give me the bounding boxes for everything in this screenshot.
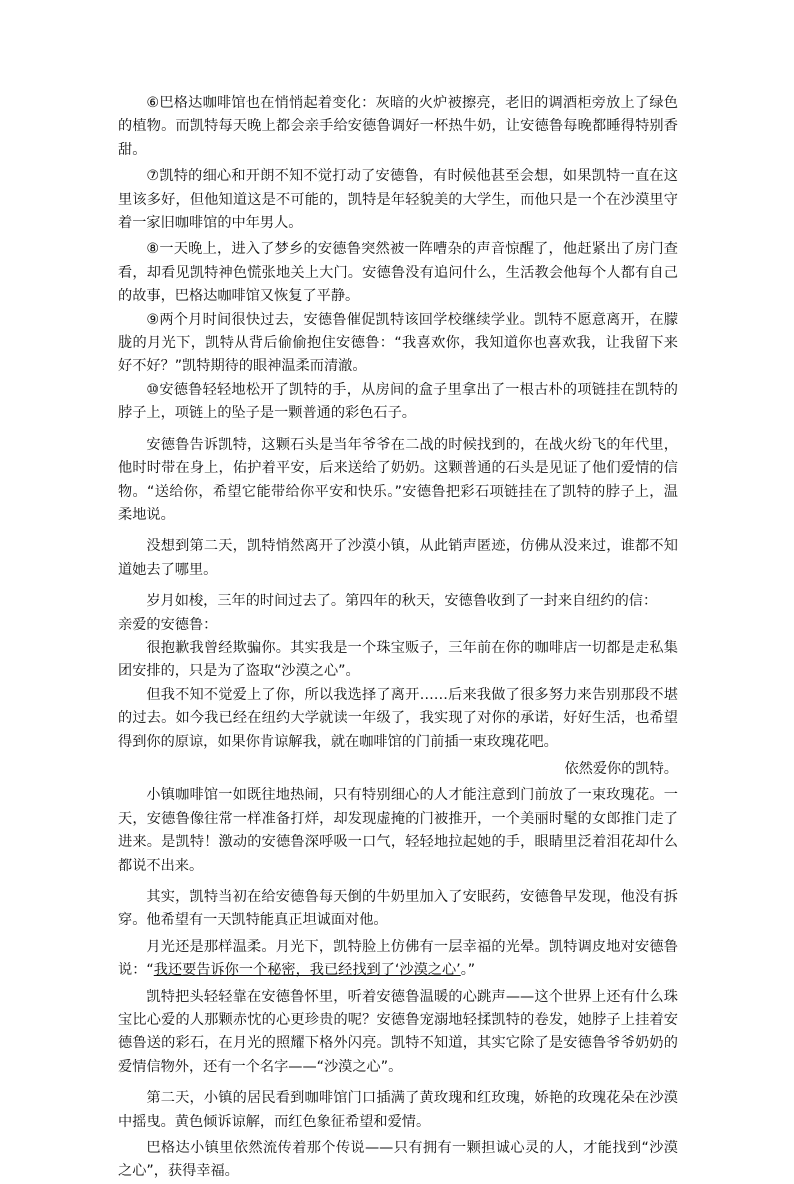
paragraph-moonlight — [118, 936, 678, 983]
underlined-secret-sentence: 我还要告诉你一个秘密，我已经找到了‘沙漠之心’ — [153, 962, 461, 979]
moonlight-text-before: 月光还是那样温柔。月光下，凯特脸上仿佛有一层幸福的光晕。凯特调皮地对安德鲁说：“ — [118, 938, 678, 979]
letter-paragraph-1: 很抱歉我曾经欺骗你。其实我是一个珠宝贩子，三年前在你的咖啡店一切都是走私集团安排的，只是为了盗取“沙漠之心”。 — [118, 639, 678, 680]
paragraph-stone-story: 安德鲁告诉凯特，这颗石头是当年爷爷在二战的时候找到的，在战火纷飞的年代里，他时时带在身上，佑护着平安，后来送给了奶奶。这颗普通的石头是见证了他们爱情的信物。“送给你，希望它能带给你平安和快乐。”安德鲁把彩石项链挂在了凯特的脖子上，温柔地说。 — [118, 436, 678, 523]
paragraph-kate-leaves: 没想到第二天，凯特悄然离开了沙漠小镇，从此销声匿迹，仿佛从没来过，谁都不知道她去了哪里。 — [118, 538, 678, 578]
paragraph-6: ⑥巴格达咖啡馆也在悄悄起着变化：灰暗的火炉被擦亮，老旧的调酒柜旁放上了绿色的植物。而凯特每天晚上都会亲手给安德鲁调好一杯热牛奶，让安德鲁每晚都睡得特别香甜。 — [118, 95, 678, 158]
paragraph-legend: 巴格达小镇里依然流传着那个传说——只有拥有一颗担诚心灵的人，才能找到“沙漠之心”，获得幸福。 — [118, 1140, 678, 1180]
paragraph-8: ⑧一天晚上，进入了梦乡的安德鲁突然被一阵嘈杂的声音惊醒了，他赶紧出了房门查看，却看见凯特神色慌张地关上大门。安德鲁没有追问什么，生活教会他每个人都有自己的故事，巴格达咖啡馆又恢复了平静。 — [118, 241, 678, 305]
paragraph-heart-of-desert: 凯特把头轻轻靠在安德鲁怀里，听着安德鲁温暖的心跳声——这个世界上还有什么珠宝比心爱的人那颗赤忱的心更珍贵的呢？安德鲁宠溺地轻揉凯特的卷发，她脖子上挂着安德鲁送的彩石，在月光的照耀下格外闪亮。凯特不知道，其实它除了是安德鲁爷爷奶奶的爱情信物外，还有一个名字——“沙漠之心”。 — [118, 988, 678, 1075]
moonlight-text-after: 。” — [460, 962, 476, 979]
paragraph-sleeping-pill: 其实，凯特当初在给安德鲁每天倒的牛奶里加入了安眠药，安德鲁早发现，他没有拆穿。他希望有一天凯特能真正坦诚面对他。 — [118, 889, 678, 929]
letter-salutation: 亲爱的安德鲁： — [118, 616, 218, 633]
paragraph-kate-returns: 小镇咖啡馆一如既往地热闹，只有特别细心的人才能注意到门前放了一束玫瑰花。一天，安德鲁像往常一样准备打烊，却发现虚掩的门被推开，一个美丽时髦的女郎推门走了进来。是凯特！激动的安德鲁深呼吸一口气，轻轻地拉起她的手，眼睛里泛着泪花却什么都说不出来。 — [118, 787, 678, 874]
paragraph-letter-arrives: 岁月如梭，三年的时间过去了。第四年的秋天，安德鲁收到了一封来自纽约的信： — [146, 593, 658, 610]
letter-paragraph-2: 但我不知不觉爱上了你，所以我选择了离开……后来我做了很多努力来告别那段不堪的过去。如今我已经在纽约大学就读一年级了，我实现了对你的承诺，好好生活，也希望得到你的原谅，如果你肯谅解我，就在咖啡馆的门前插一束玫瑰花吧。 — [118, 686, 678, 750]
paragraph-9: ⑨两个月时间很快过去，安德鲁催促凯特该回学校继续学业。凯特不愿意离开，在朦胧的月光下，凯特从背后偷偷抱住安德鲁：“我喜欢你，我知道你也喜欢我，让我留下来好不好？”凯特期待的眼神温柔而清澈。 — [118, 311, 678, 375]
paragraph-10: ⑩安德鲁轻轻地松开了凯特的手，从房间的盒子里拿出了一根古朴的项链挂在凯特的脖子上，项链上的坠子是一颗普通的彩色石子。 — [118, 381, 678, 422]
paragraph-roses: 第二天，小镇的居民看到咖啡馆门口插满了黄玫瑰和红玫瑰，娇艳的玫瑰花朵在沙漠中摇曳。黄色倾诉谅解，而红色象征希望和爱情。 — [118, 1090, 678, 1130]
paragraph-7: ⑦凯特的细心和开朗不知不觉打动了安德鲁，有时候他甚至会想，如果凯特一直在这里该多好，但他知道这是不可能的，凯特是年轻貌美的大学生，而他只是一个在沙漠里守着一家旧咖啡馆的中年男人。 — [118, 168, 678, 232]
story-page — [118, 92, 678, 1184]
letter-signature: 依然爱你的凯特。 — [564, 760, 678, 777]
